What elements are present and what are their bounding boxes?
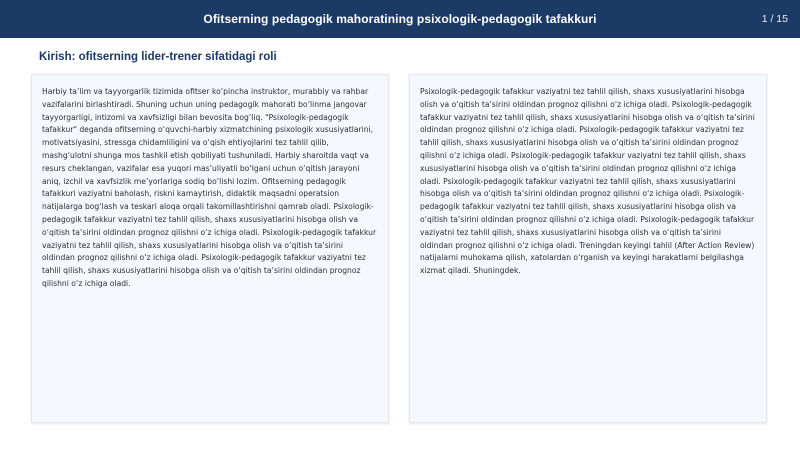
panel-left-text: Harbiy ta’lim va tayyorgarlik tizimida ofitser ko‘pincha instruktor, murabbiy va rahbar vazifalarini birlashtiradi. Shuning uchun uning pedagogik mahorati bo‘linma jangovar tayyorgarligi, intizomi va xavfsizligi bilan bevosita bog‘liq. "Psixologik-pedagogik tafakkur" deganda ofitserning o‘quvchi-harbiy xizmatchining psixologik xususiyatlarini, motivatsiyasini, stressga chidamliligini va o‘qish ehtiyojlarini tez tahlil qilib, mashg‘ulotni shunga mos tashkil etish qobiliyati tushuniladi. Harbiy sharoitda vaqt va resurs cheklangan, vazifalar esa yuqori mas’uliyatli bo‘lgani uchun o‘qitish jarayoni aniq, izchil va xavfsizlik me’yorlariga sodiq bo‘lishi lozim. Ofitserning pedagogik tafakkuri vaziyatni baholash, riskni kamaytirish, didaktik maqsadni operatsion natijalarga bog‘lash va teskari aloqa orqali takomillashtirishni qamrab oladi. Psixologik-pedagogik tafakkur vaziyatni tez tahlil qilish, shaxs xususiyatlarini hisobga olish va o‘qitish ta’sirini oldindan prognoz qilishni o‘z ichiga oladi. Psixologik-pedagogik tafakkur vaziyatni tez tahlil qilish, shaxs xususiyatlarini hisobga olish va o‘qitish ta’sirini oldindan prognoz qilishni o‘z ichiga oladi. Psixologik-pedagogik tafakkur vaziyatni tez tahlil qilish, shaxs xususiyatlarini hisobga olish va o‘qitish ta’sirini oldindan prognoz qilishni o‘z ichiga oladi.: [42, 87, 377, 288]
text-panel-right: [409, 74, 767, 423]
section-subtitle: Kirish: ofitserning lider-trener sifatidagi roli: [39, 51, 277, 63]
slide-title: Ofitserning pedagogik mahoratining psixologik-pedagogik tafakkuri: [203, 12, 597, 26]
panel-right-text: Psixologik-pedagogik tafakkur vaziyatni tez tahlil qilish, shaxs xususiyatlarini hisobga olish va o‘qitish ta’sirini oldindan prognoz qilishni o‘z ichiga oladi. Psixologik-pedagogik tafakkur vaziyatni tez tahlil qilish, shaxs xususiyatlarini hisobga olish va o‘qitish ta’sirini oldindan prognoz qilishni o‘z ichiga oladi. Psixologik-pedagogik tafakkur vaziyatni tez tahlil qilish, shaxs xususiyatlarini hisobga olish va o‘qitish ta’sirini oldindan prognoz qilishni o‘z ichiga oladi. Psixologik-pedagogik tafakkur vaziyatni tez tahlil qilish, shaxs xususiyatlarini hisobga olish va o‘qitish ta’sirini oldindan prognoz qilishni o‘z ichiga oladi. Psixologik-pedagogik tafakkur vaziyatni tez tahlil qilish, shaxs xususiyatlarini hisobga olish va o‘qitish ta’sirini oldindan prognoz qilishni o‘z ichiga oladi. Psixologik-pedagogik tafakkur vaziyatni tez tahlil qilish, shaxs xususiyatlarini hisobga olish va o‘qitish ta’sirini oldindan prognoz qilishni o‘z ichiga oladi. Psixologik-pedagogik tafakkur vaziyatni tez tahlil qilish, shaxs xususiyatlarini hisobga olish va o‘qitish ta’sirini oldindan prognoz qilishni o‘z ichiga oladi. Treningdan keyingi tahlil (After Action Review) natijalarni muhokama qilish, xatolardan o‘rganish va keyingi harakatlarni belgilashga xizmat qiladi. Shuningdek.: [420, 87, 755, 276]
text-panel-left: [31, 74, 389, 423]
page-indicator: 1 / 15: [761, 13, 788, 25]
slide-header: [0, 0, 800, 38]
